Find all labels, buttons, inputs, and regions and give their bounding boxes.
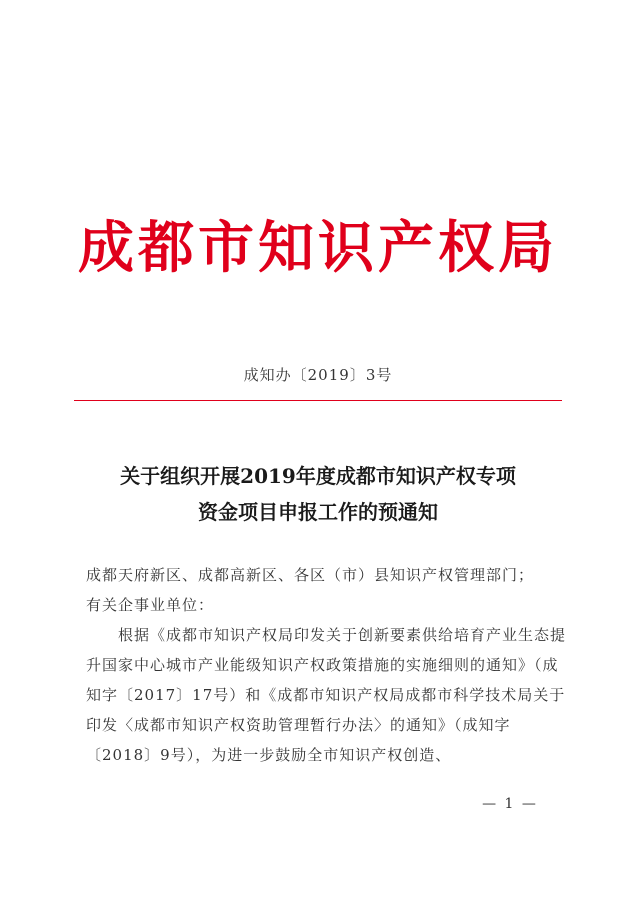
body-paragraph: 根据《成都市知识产权局印发关于创新要素供给培育产业生态提升国家中心城市产业能级知识产权政策措施的实施细则的通知》（成知字〔2017〕17号）和《成都市知识产权局成都市科学技术局关于印发〈成都市知识产权资助管理暂行办法〉的通知》（成知字〔2018〕9号），为进一步鼓励全市知识产权创造、 bbox=[86, 626, 567, 764]
page-number: — 1 — bbox=[482, 796, 538, 812]
issuer-header: 成都市知识产权局 bbox=[78, 215, 558, 281]
red-divider bbox=[74, 400, 562, 401]
document-title bbox=[0, 458, 636, 530]
recipient-line-1: 成都天府新区、成都高新区、各区（市）县知识产权管理部门； bbox=[86, 566, 535, 584]
title-line-1: 关于组织开展2019年度成都市知识产权专项 bbox=[120, 464, 516, 488]
document-body bbox=[86, 560, 570, 770]
recipient-line-2: 有关企事业单位： bbox=[86, 596, 215, 614]
document-number: 成知办〔2019〕3号 bbox=[243, 366, 393, 384]
title-line-2: 资金项目申报工作的预通知 bbox=[198, 500, 438, 524]
